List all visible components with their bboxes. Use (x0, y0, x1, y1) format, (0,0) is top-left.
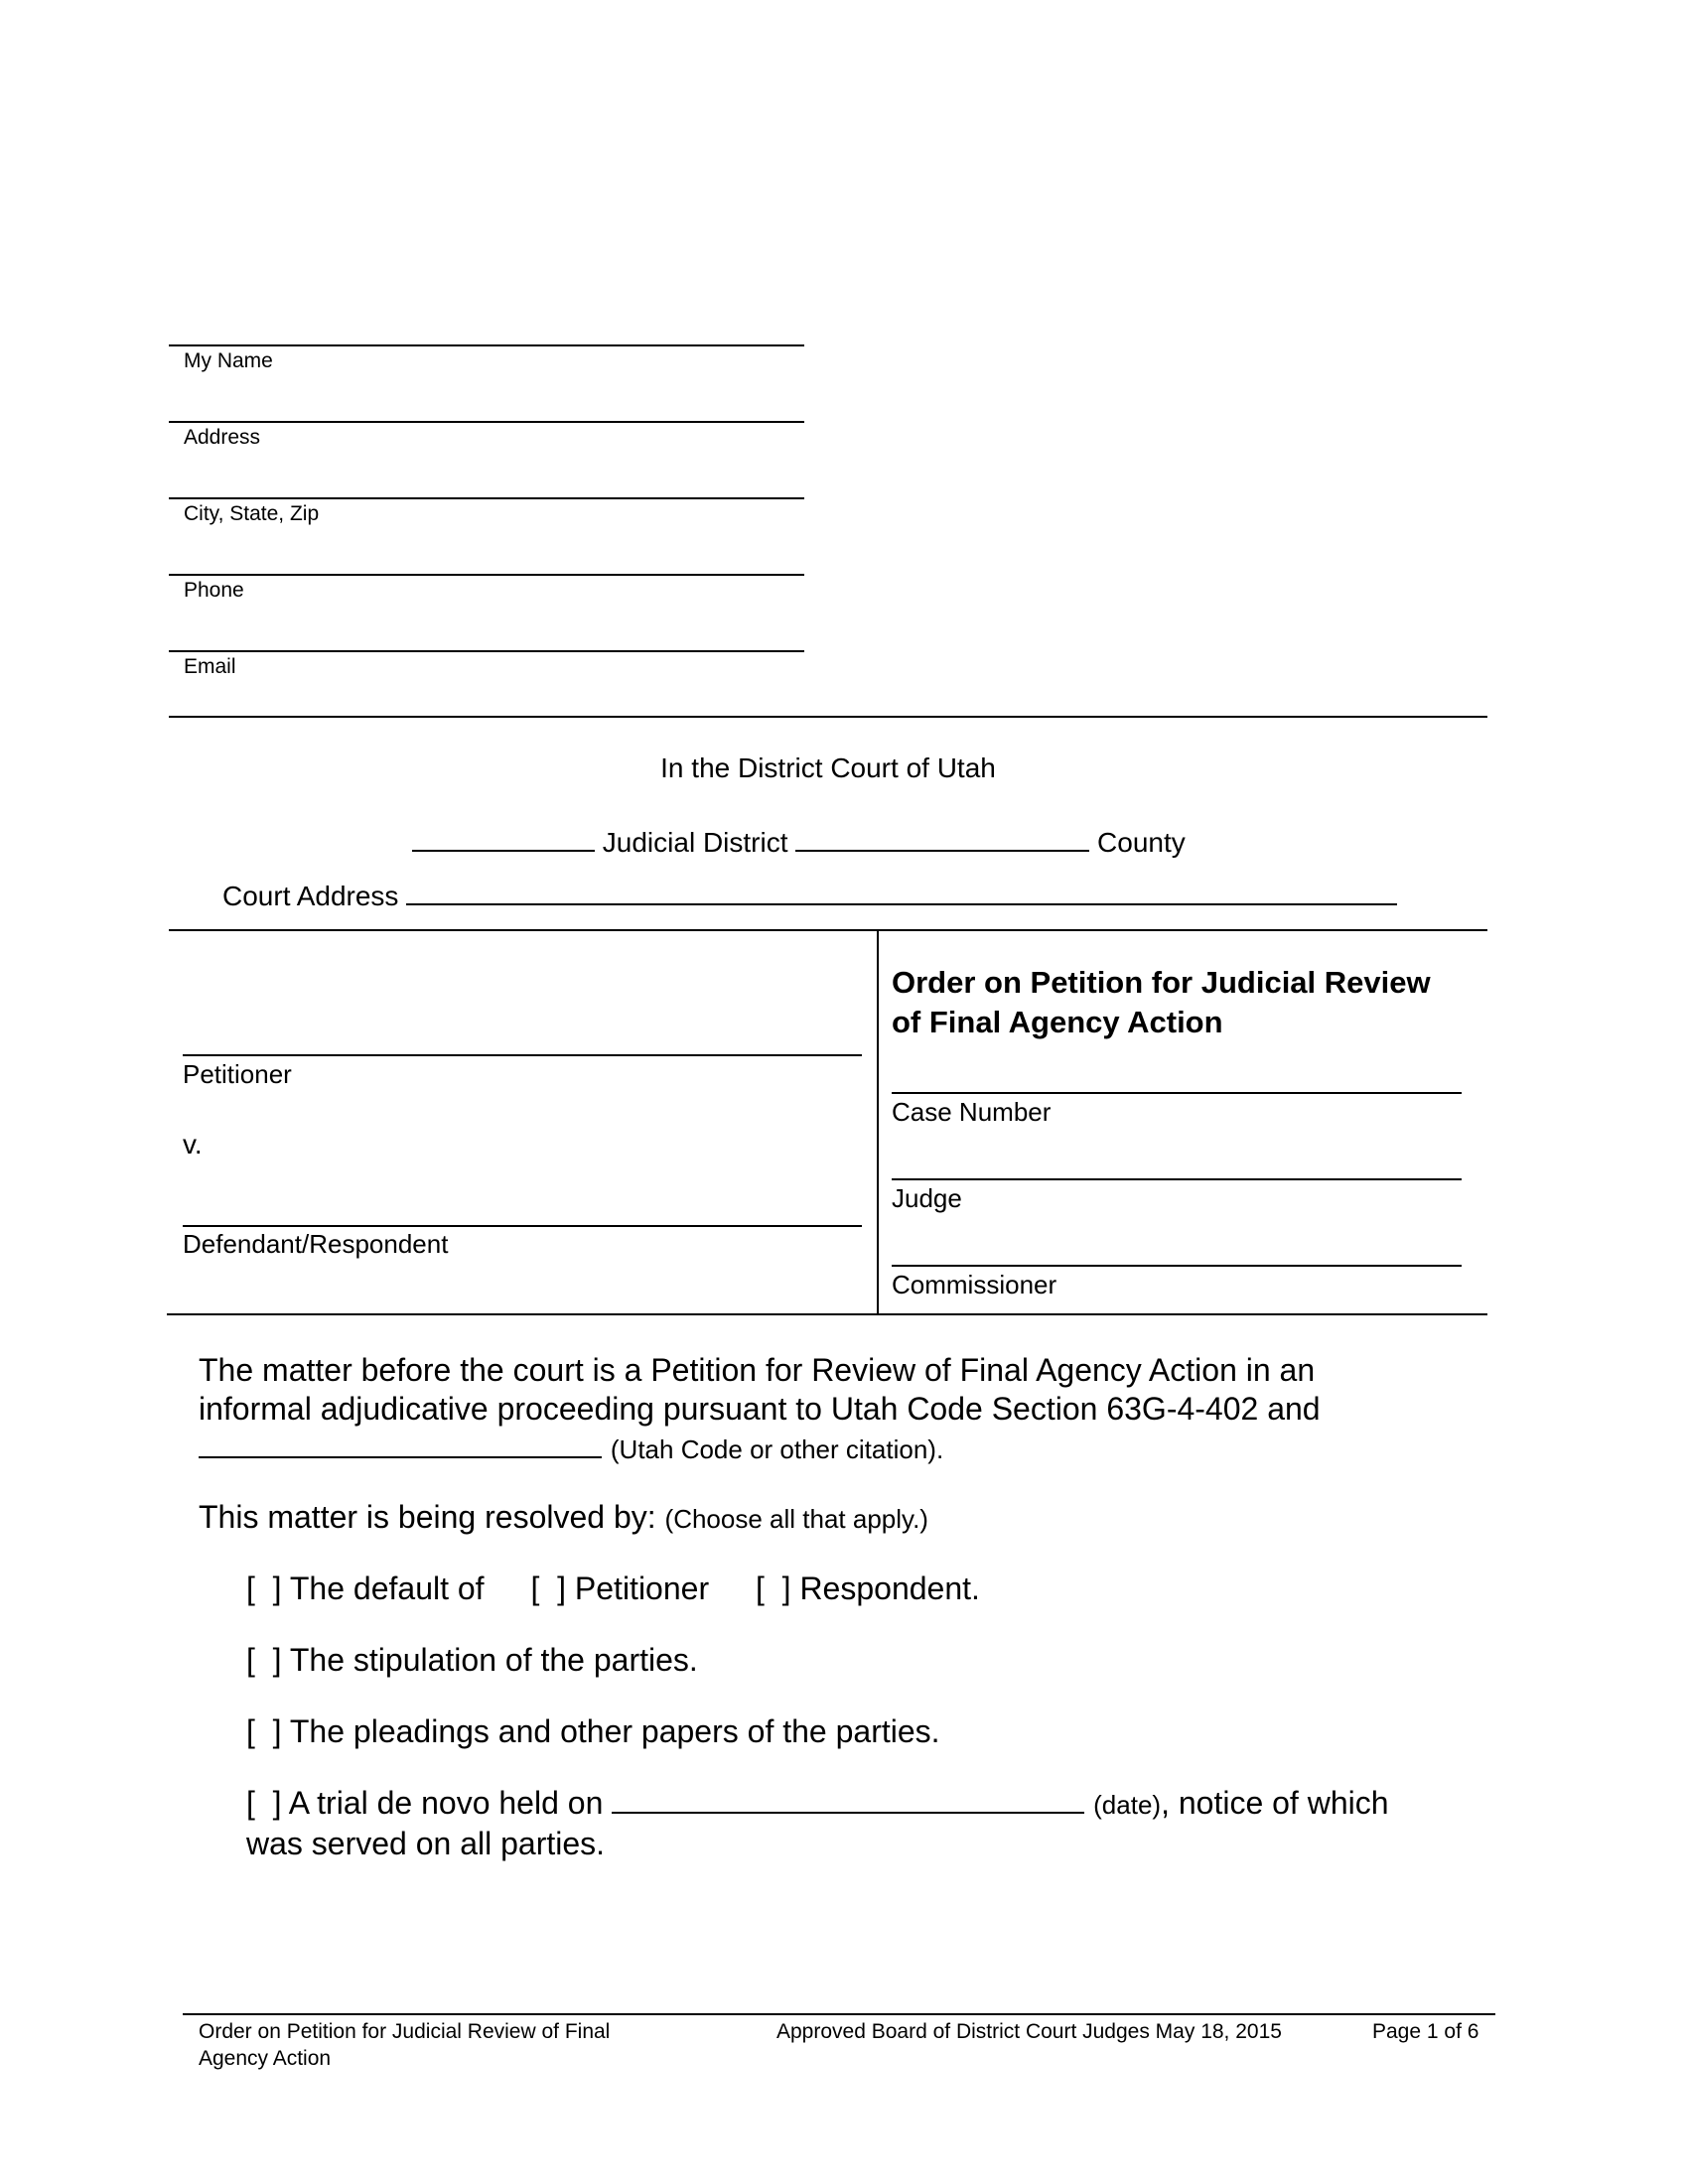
district-number-blank (412, 824, 595, 852)
petitioner-label: Petitioner (183, 1059, 292, 1089)
option-petitioner-label: Petitioner (574, 1570, 710, 1606)
respondent-label: Defendant/Respondent (183, 1229, 449, 1259)
county-label: County (1097, 827, 1186, 858)
option-trial-suffix: , notice of which (1161, 1785, 1389, 1821)
option-default-row (246, 1570, 980, 1607)
document-title-line1: Order on Petition for Judicial Review (892, 965, 1431, 1000)
option-trial-line1 (246, 1784, 1389, 1825)
citation-blank (199, 1431, 602, 1458)
resolved-by-label: This matter is being resolved by: (199, 1499, 656, 1535)
name-line (169, 344, 804, 346)
county-blank (795, 824, 1089, 852)
commissioner-line (892, 1265, 1462, 1267)
judicial-district-label: Judicial District (602, 827, 788, 858)
phone-label: Phone (184, 579, 244, 602)
resolved-by-line (199, 1499, 928, 1536)
court-address-blank (406, 878, 1397, 905)
intro-line2: informal adjudicative proceeding pursuant to Utah Code Section 63G-4-402 and (199, 1391, 1321, 1427)
date-hint: (date) (1093, 1790, 1162, 1820)
option-stipulation-label: The stipulation of the parties. (289, 1642, 698, 1678)
footer-form-title (199, 2018, 610, 2072)
document-title (892, 963, 1431, 1042)
respondent-line (183, 1225, 862, 1227)
intro-paragraph (199, 1351, 1321, 1469)
option-pleadings-row (246, 1713, 940, 1750)
commissioner-label: Commissioner (892, 1270, 1057, 1299)
respondent-checkbox[interactable]: [ ] (755, 1570, 791, 1606)
citation-hint: (Utah Code or other citation). (610, 1434, 944, 1464)
judge-line (892, 1178, 1462, 1180)
caption-bottom-rule (167, 1313, 1487, 1315)
phone-line (169, 574, 804, 576)
court-heading: In the District Court of Utah (660, 752, 996, 783)
address-label: Address (184, 426, 261, 449)
option-default-label: The default of (289, 1570, 485, 1606)
trial-checkbox[interactable]: [ ] (246, 1785, 282, 1821)
choose-hint: (Choose all that apply.) (664, 1504, 928, 1534)
footer-page-number: Page 1 of 6 (1372, 2020, 1479, 2043)
address-line (169, 421, 804, 423)
court-address-line (222, 878, 1397, 912)
footer-rule (183, 2013, 1495, 2015)
footer-form-title-line2: Agency Action (199, 2047, 332, 2070)
citation-line (199, 1429, 1321, 1469)
caption-top-rule (169, 929, 1487, 931)
option-trial-prefix: A trial de novo held on (288, 1785, 604, 1821)
judge-label: Judge (892, 1183, 962, 1213)
email-line (169, 650, 804, 652)
district-county-line (412, 824, 1186, 859)
court-address-label: Court Address (222, 881, 399, 911)
petitioner-checkbox[interactable]: [ ] (530, 1570, 567, 1606)
court-top-rule (169, 716, 1487, 718)
pleadings-checkbox[interactable]: [ ] (246, 1713, 282, 1749)
default-checkbox[interactable]: [ ] (246, 1570, 282, 1606)
footer-approval: Approved Board of District Court Judges May 18, 2015 (776, 2020, 1282, 2043)
name-label: My Name (184, 349, 273, 372)
case-number-line (892, 1092, 1462, 1094)
city-state-zip-label: City, State, Zip (184, 502, 320, 525)
email-label: Email (184, 655, 236, 678)
petitioner-line (183, 1054, 862, 1056)
intro-line1: The matter before the court is a Petition for Review of Final Agency Action in an (199, 1352, 1316, 1388)
stipulation-checkbox[interactable]: [ ] (246, 1642, 282, 1678)
option-trial-line2: was served on all parties. (246, 1826, 606, 1861)
document-title-line2: of Final Agency Action (892, 1005, 1223, 1039)
case-number-label: Case Number (892, 1097, 1052, 1127)
option-pleadings-label: The pleadings and other papers of the parties. (289, 1713, 940, 1749)
footer-form-title-line1: Order on Petition for Judicial Review of Final (199, 2020, 611, 2043)
option-respondent-label: Respondent. (799, 1570, 980, 1606)
option-stipulation-row (246, 1642, 698, 1679)
option-trial-row (246, 1784, 1389, 1863)
versus-label: v. (183, 1129, 203, 1160)
trial-date-blank (612, 1786, 1084, 1814)
caption-divider (877, 930, 879, 1313)
city-line (169, 497, 804, 499)
